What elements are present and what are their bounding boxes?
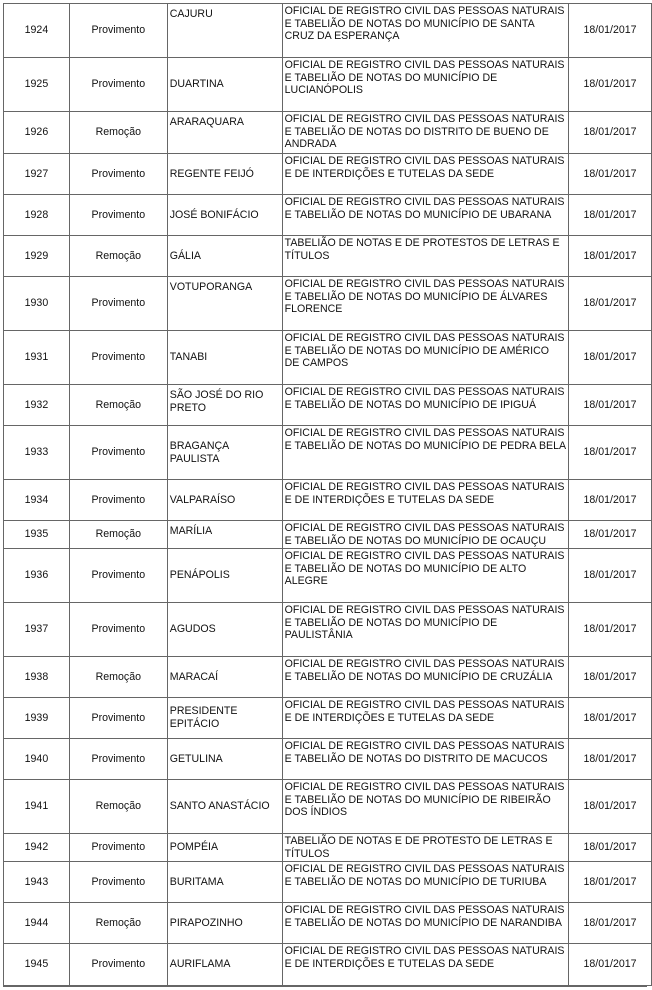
row-date: 18/01/2017 [569, 657, 652, 698]
row-date: 18/01/2017 [569, 944, 652, 986]
row-number: 1943 [4, 862, 70, 903]
row-number: 1926 [4, 112, 70, 154]
row-city: MARACAÍ [167, 657, 282, 698]
row-city: SANTO ANASTÁCIO [167, 780, 282, 834]
row-city: MARÍLIA [167, 521, 282, 549]
row-date: 18/01/2017 [569, 903, 652, 944]
row-city: ARARAQUARA [167, 112, 282, 154]
row-type: Remoção [69, 236, 167, 277]
row-number: 1928 [4, 195, 70, 236]
row-description: OFICIAL DE REGISTRO CIVIL DAS PESSOAS NATURAIS E TABELIÃO DE NOTAS DO MUNICÍPIO DE RIBEIRÃO DOS ÍNDIOS [282, 780, 568, 834]
row-type: Provimento [69, 58, 167, 112]
row-description: OFICIAL DE REGISTRO CIVIL DAS PESSOAS NATURAIS E TABELIÃO DE NOTAS DO MUNICÍPIO DE ALTO ALEGRE [282, 549, 568, 603]
row-city: BRAGANÇA PAULISTA [167, 426, 282, 480]
row-type: Provimento [69, 862, 167, 903]
row-date: 18/01/2017 [569, 780, 652, 834]
row-number: 1944 [4, 903, 70, 944]
row-city: SÃO JOSÉ DO RIO PRETO [167, 385, 282, 426]
row-city: BURITAMA [167, 862, 282, 903]
row-city: AGUDOS [167, 603, 282, 657]
row-description: OFICIAL DE REGISTRO CIVIL DAS PESSOAS NATURAIS E TABELIÃO DE NOTAS DO MUNICÍPIO DE TURIUBA [282, 862, 568, 903]
row-description: OFICIAL DE REGISTRO CIVIL DAS PESSOAS NATURAIS E TABELIÃO DE NOTAS DO MUNICÍPIO DE LUCIANÓPOLIS [282, 58, 568, 112]
table-row [4, 521, 652, 549]
row-type: Provimento [69, 549, 167, 603]
table-row [4, 549, 652, 603]
table-row [4, 862, 652, 903]
row-number: 1939 [4, 698, 70, 739]
row-description: OFICIAL DE REGISTRO CIVIL DAS PESSOAS NATURAIS E DE INTERDIÇÕES E TUTELAS DA SEDE [282, 698, 568, 739]
table-row [4, 739, 652, 780]
row-city: CAJURU [167, 4, 282, 58]
table-row [4, 112, 652, 154]
row-city: TANABI [167, 331, 282, 385]
row-date: 18/01/2017 [569, 549, 652, 603]
row-type: Provimento [69, 698, 167, 739]
row-type: Provimento [69, 195, 167, 236]
table-row [4, 154, 652, 195]
table-bottom-rule [3, 986, 647, 987]
row-number: 1945 [4, 944, 70, 986]
row-city: PENÁPOLIS [167, 549, 282, 603]
row-date: 18/01/2017 [569, 4, 652, 58]
row-number: 1925 [4, 58, 70, 112]
row-type: Provimento [69, 4, 167, 58]
row-description: OFICIAL DE REGISTRO CIVIL DAS PESSOAS NATURAIS E TABELIÃO DE NOTAS DO MUNICÍPIO DE NARANDIBA [282, 903, 568, 944]
row-type: Provimento [69, 426, 167, 480]
row-type: Provimento [69, 944, 167, 986]
row-description: OFICIAL DE REGISTRO CIVIL DAS PESSOAS NATURAIS E DE INTERDIÇÕES E TUTELAS DA SEDE [282, 154, 568, 195]
table-row [4, 277, 652, 331]
row-type: Remoção [69, 112, 167, 154]
table-row [4, 834, 652, 862]
row-type: Provimento [69, 277, 167, 331]
row-number: 1931 [4, 331, 70, 385]
row-description: TABELIÃO DE NOTAS E DE PROTESTOS DE LETRAS E TÍTULOS [282, 236, 568, 277]
row-city: GETULINA [167, 739, 282, 780]
row-city: AURIFLAMA [167, 944, 282, 986]
row-number: 1938 [4, 657, 70, 698]
table-row [4, 331, 652, 385]
row-type: Remoção [69, 780, 167, 834]
row-number: 1941 [4, 780, 70, 834]
row-date: 18/01/2017 [569, 277, 652, 331]
row-city: PIRAPOZINHO [167, 903, 282, 944]
table-row [4, 480, 652, 521]
row-date: 18/01/2017 [569, 195, 652, 236]
row-date: 18/01/2017 [569, 698, 652, 739]
row-number: 1933 [4, 426, 70, 480]
row-date: 18/01/2017 [569, 236, 652, 277]
table-row [4, 426, 652, 480]
row-city: PRESIDENTE EPITÁCIO [167, 698, 282, 739]
row-description: OFICIAL DE REGISTRO CIVIL DAS PESSOAS NATURAIS E TABELIÃO DE NOTAS DO MUNICÍPIO DE OCAUÇU [282, 521, 568, 549]
row-city: DUARTINA [167, 58, 282, 112]
row-date: 18/01/2017 [569, 112, 652, 154]
row-type: Remoção [69, 521, 167, 549]
row-number: 1940 [4, 739, 70, 780]
row-description: OFICIAL DE REGISTRO CIVIL DAS PESSOAS NATURAIS E TABELIÃO DE NOTAS DO MUNICÍPIO DE CRUZÁLIA [282, 657, 568, 698]
row-description: OFICIAL DE REGISTRO CIVIL DAS PESSOAS NATURAIS E TABELIÃO DE NOTAS DO MUNICÍPIO DE UBARANA [282, 195, 568, 236]
table-row [4, 780, 652, 834]
row-description: TABELIÃO DE NOTAS E DE PROTESTO DE LETRAS E TÍTULOS [282, 834, 568, 862]
row-type: Provimento [69, 331, 167, 385]
row-type: Remoção [69, 385, 167, 426]
row-date: 18/01/2017 [569, 331, 652, 385]
table-row [4, 944, 652, 986]
row-number: 1924 [4, 4, 70, 58]
row-city: GÁLIA [167, 236, 282, 277]
row-city: VALPARAÍSO [167, 480, 282, 521]
row-type: Provimento [69, 739, 167, 780]
row-description: OFICIAL DE REGISTRO CIVIL DAS PESSOAS NATURAIS E TABELIÃO DE NOTAS DO MUNICÍPIO DE AMÉRICO DE CAMPOS [282, 331, 568, 385]
table-row [4, 698, 652, 739]
row-number: 1936 [4, 549, 70, 603]
row-description: OFICIAL DE REGISTRO CIVIL DAS PESSOAS NATURAIS E DE INTERDIÇÕES E TUTELAS DA SEDE [282, 480, 568, 521]
row-date: 18/01/2017 [569, 862, 652, 903]
row-number: 1929 [4, 236, 70, 277]
row-type: Provimento [69, 834, 167, 862]
row-date: 18/01/2017 [569, 480, 652, 521]
row-description: OFICIAL DE REGISTRO CIVIL DAS PESSOAS NATURAIS E TABELIÃO DE NOTAS DO MUNICÍPIO DE IPIGUÁ [282, 385, 568, 426]
table-row [4, 603, 652, 657]
row-city: VOTUPORANGA [167, 277, 282, 331]
row-city: POMPÉIA [167, 834, 282, 862]
row-number: 1932 [4, 385, 70, 426]
row-description: OFICIAL DE REGISTRO CIVIL DAS PESSOAS NATURAIS E TABELIÃO DE NOTAS DO MUNICÍPIO DE PEDRA BELA [282, 426, 568, 480]
table-body [4, 4, 652, 986]
row-number: 1942 [4, 834, 70, 862]
table-row [4, 657, 652, 698]
table-row [4, 4, 652, 58]
row-date: 18/01/2017 [569, 521, 652, 549]
row-date: 18/01/2017 [569, 834, 652, 862]
row-type: Remoção [69, 903, 167, 944]
row-city: REGENTE FEIJÓ [167, 154, 282, 195]
row-description: OFICIAL DE REGISTRO CIVIL DAS PESSOAS NATURAIS E TABELIÃO DE NOTAS DO MUNICÍPIO DE PAULISTÂNIA [282, 603, 568, 657]
row-description: OFICIAL DE REGISTRO CIVIL DAS PESSOAS NATURAIS E TABELIÃO DE NOTAS DO MUNICÍPIO DE ÁLVARES FLORENCE [282, 277, 568, 331]
row-date: 18/01/2017 [569, 426, 652, 480]
row-number: 1935 [4, 521, 70, 549]
row-number: 1927 [4, 154, 70, 195]
row-description: OFICIAL DE REGISTRO CIVIL DAS PESSOAS NATURAIS E TABELIÃO DE NOTAS DO DISTRITO DE BUENO DE ANDRADA [282, 112, 568, 154]
serventias-table [3, 3, 652, 986]
row-date: 18/01/2017 [569, 739, 652, 780]
row-type: Remoção [69, 657, 167, 698]
row-date: 18/01/2017 [569, 385, 652, 426]
row-type: Provimento [69, 154, 167, 195]
table-row [4, 236, 652, 277]
table-row [4, 58, 652, 112]
row-date: 18/01/2017 [569, 154, 652, 195]
row-date: 18/01/2017 [569, 58, 652, 112]
row-date: 18/01/2017 [569, 603, 652, 657]
row-type: Provimento [69, 603, 167, 657]
row-number: 1930 [4, 277, 70, 331]
row-number: 1934 [4, 480, 70, 521]
table-row [4, 903, 652, 944]
table-row [4, 385, 652, 426]
row-description: OFICIAL DE REGISTRO CIVIL DAS PESSOAS NATURAIS E DE INTERDIÇÕES E TUTELAS DA SEDE [282, 944, 568, 986]
row-description: OFICIAL DE REGISTRO CIVIL DAS PESSOAS NATURAIS E TABELIÃO DE NOTAS DO MUNICÍPIO DE SANTA CRUZ DA ESPERANÇA [282, 4, 568, 58]
row-type: Provimento [69, 480, 167, 521]
row-description: OFICIAL DE REGISTRO CIVIL DAS PESSOAS NATURAIS E TABELIÃO DE NOTAS DO DISTRITO DE MACUCOS [282, 739, 568, 780]
table-row [4, 195, 652, 236]
row-city: JOSÉ BONIFÁCIO [167, 195, 282, 236]
row-number: 1937 [4, 603, 70, 657]
